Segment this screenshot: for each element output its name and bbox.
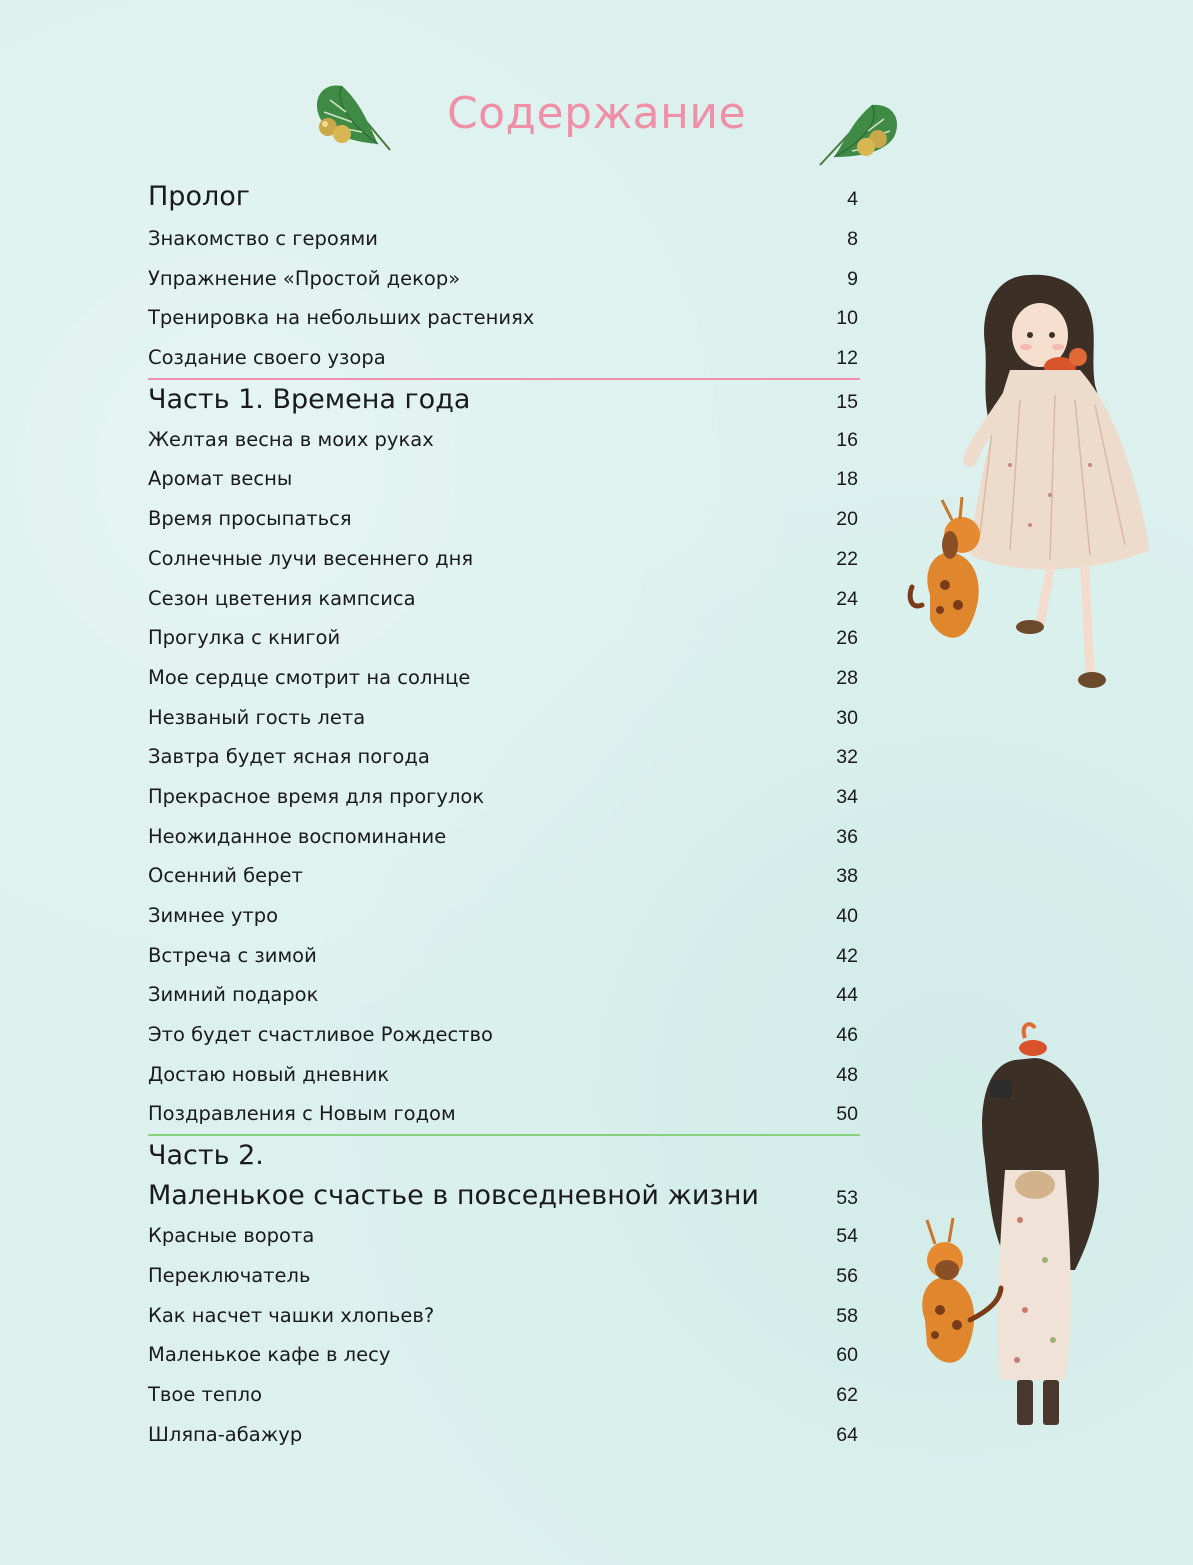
toc-item[interactable] bbox=[148, 1375, 858, 1415]
toc-item-page: 42 bbox=[836, 944, 858, 967]
toc-item[interactable] bbox=[148, 1216, 858, 1256]
toc-item-page: 32 bbox=[836, 746, 858, 769]
toc-heading-label: Маленькое счастье в повседневной жизни bbox=[148, 1180, 759, 1212]
toc-heading-page: 53 bbox=[836, 1187, 858, 1210]
toc-item-label: Твое тепло bbox=[148, 1382, 263, 1406]
toc-item-page: 64 bbox=[836, 1423, 858, 1446]
girl-with-deer-illustration bbox=[900, 265, 1170, 695]
toc-item[interactable] bbox=[148, 219, 858, 259]
toc-item-label: Как насчет чашки хлопьев? bbox=[148, 1303, 435, 1327]
toc-item-label: Зимний подарок bbox=[148, 983, 319, 1007]
toc-item-page: 9 bbox=[847, 267, 858, 290]
table-of-contents bbox=[148, 175, 858, 1454]
toc-item[interactable] bbox=[148, 936, 858, 976]
toc-item-label: Время просыпаться bbox=[148, 507, 352, 531]
toc-item[interactable] bbox=[148, 698, 858, 738]
page-title: Содержание bbox=[446, 88, 747, 139]
toc-item[interactable] bbox=[148, 975, 858, 1015]
toc-item-label: Солнечные лучи весеннего дня bbox=[148, 546, 474, 570]
toc-heading-part-2-line1[interactable] bbox=[148, 1136, 858, 1176]
toc-item-label: Переключатель bbox=[148, 1263, 311, 1287]
toc-item-label: Осенний берет bbox=[148, 864, 303, 888]
toc-item[interactable] bbox=[148, 817, 858, 857]
toc-item-page: 46 bbox=[836, 1024, 858, 1047]
toc-item[interactable] bbox=[148, 579, 858, 619]
toc-item[interactable] bbox=[148, 618, 858, 658]
toc-item-page: 16 bbox=[836, 428, 858, 451]
toc-heading-page: 15 bbox=[836, 390, 858, 413]
toc-item-page: 48 bbox=[836, 1063, 858, 1086]
toc-item[interactable] bbox=[148, 1296, 858, 1336]
toc-heading-label: Часть 1. Времена года bbox=[148, 383, 471, 415]
toc-item-label: Шляпа-абажур bbox=[148, 1422, 303, 1446]
toc-item[interactable] bbox=[148, 737, 858, 777]
toc-item[interactable] bbox=[148, 1094, 858, 1134]
toc-item-label: Достаю новый дневник bbox=[148, 1062, 390, 1086]
toc-heading-part-1[interactable] bbox=[148, 380, 858, 420]
toc-item-label: Упражнение «Простой декор» bbox=[148, 266, 461, 290]
toc-item-label: Аромат весны bbox=[148, 467, 293, 491]
toc-heading-label: Часть 2. bbox=[148, 1140, 264, 1172]
toc-heading-page: 4 bbox=[847, 188, 858, 210]
toc-item[interactable] bbox=[148, 420, 858, 460]
toc-item[interactable] bbox=[148, 658, 858, 698]
toc-item-page: 44 bbox=[836, 984, 858, 1007]
toc-item-page: 54 bbox=[836, 1225, 858, 1248]
toc-item[interactable] bbox=[148, 1256, 858, 1296]
toc-item-label: Мое сердце смотрит на солнце bbox=[148, 665, 471, 689]
toc-item-page: 36 bbox=[836, 825, 858, 848]
toc-item-page: 28 bbox=[836, 666, 858, 689]
toc-item[interactable] bbox=[148, 1015, 858, 1055]
toc-item-label: Неожиданное воспоминание bbox=[148, 824, 447, 848]
toc-item-label: Прекрасное время для прогулок bbox=[148, 784, 485, 808]
toc-item-page: 56 bbox=[836, 1264, 858, 1287]
toc-item-label: Красные ворота bbox=[148, 1224, 315, 1248]
toc-item-label: Тренировка на небольших растениях bbox=[148, 306, 535, 330]
toc-item-page: 30 bbox=[836, 706, 858, 729]
toc-item-page: 8 bbox=[847, 228, 858, 250]
toc-item-label: Встреча с зимой bbox=[148, 943, 317, 967]
toc-item[interactable] bbox=[148, 1055, 858, 1095]
toc-item-label: Маленькое кафе в лесу bbox=[148, 1343, 391, 1367]
toc-item-page: 20 bbox=[836, 508, 858, 531]
toc-item-label: Незваный гость лета bbox=[148, 705, 366, 729]
toc-heading-label: Пролог bbox=[148, 181, 250, 212]
toc-heading-part-2[interactable] bbox=[148, 1176, 858, 1216]
toc-item-page: 12 bbox=[836, 347, 858, 370]
toc-item-page: 18 bbox=[836, 468, 858, 491]
toc-item[interactable] bbox=[148, 777, 858, 817]
toc-item-label: Желтая весна в моих руках bbox=[148, 427, 434, 451]
toc-item-page: 40 bbox=[836, 905, 858, 927]
toc-item[interactable] bbox=[148, 539, 858, 579]
toc-item-page: 38 bbox=[836, 865, 858, 888]
toc-item-page: 34 bbox=[836, 785, 858, 808]
toc-item-page: 24 bbox=[836, 587, 858, 610]
toc-item[interactable] bbox=[148, 856, 858, 896]
toc-item[interactable] bbox=[148, 896, 858, 936]
toc-item-label: Знакомство с героями bbox=[148, 227, 378, 250]
toc-item-page: 10 bbox=[836, 307, 858, 330]
toc-item[interactable] bbox=[148, 459, 858, 499]
toc-item-page: 50 bbox=[836, 1103, 858, 1126]
toc-item[interactable] bbox=[148, 298, 858, 338]
toc-item[interactable] bbox=[148, 338, 858, 378]
toc-heading-prologue[interactable] bbox=[148, 175, 858, 219]
toc-item-label: Зимнее утро bbox=[148, 904, 279, 927]
toc-item[interactable] bbox=[148, 259, 858, 299]
toc-item-label: Поздравления с Новым годом bbox=[148, 1102, 456, 1126]
toc-item-label: Завтра будет ясная погода bbox=[148, 745, 430, 769]
toc-item-page: 26 bbox=[836, 627, 858, 650]
toc-item[interactable] bbox=[148, 499, 858, 539]
girl-with-binoculars-illustration bbox=[905, 1020, 1145, 1440]
toc-item[interactable] bbox=[148, 1335, 858, 1375]
toc-item-page: 62 bbox=[836, 1383, 858, 1406]
toc-item[interactable] bbox=[148, 1415, 858, 1455]
toc-item-label: Прогулка с книгой bbox=[148, 626, 341, 650]
toc-item-page: 58 bbox=[836, 1304, 858, 1327]
toc-item-page: 22 bbox=[836, 547, 858, 570]
toc-item-page: 60 bbox=[836, 1344, 858, 1367]
toc-item-label: Создание своего узора bbox=[148, 346, 386, 370]
toc-item-label: Сезон цветения кампсиса bbox=[148, 586, 416, 610]
toc-item-label: Это будет счастливое Рождество bbox=[148, 1023, 493, 1047]
